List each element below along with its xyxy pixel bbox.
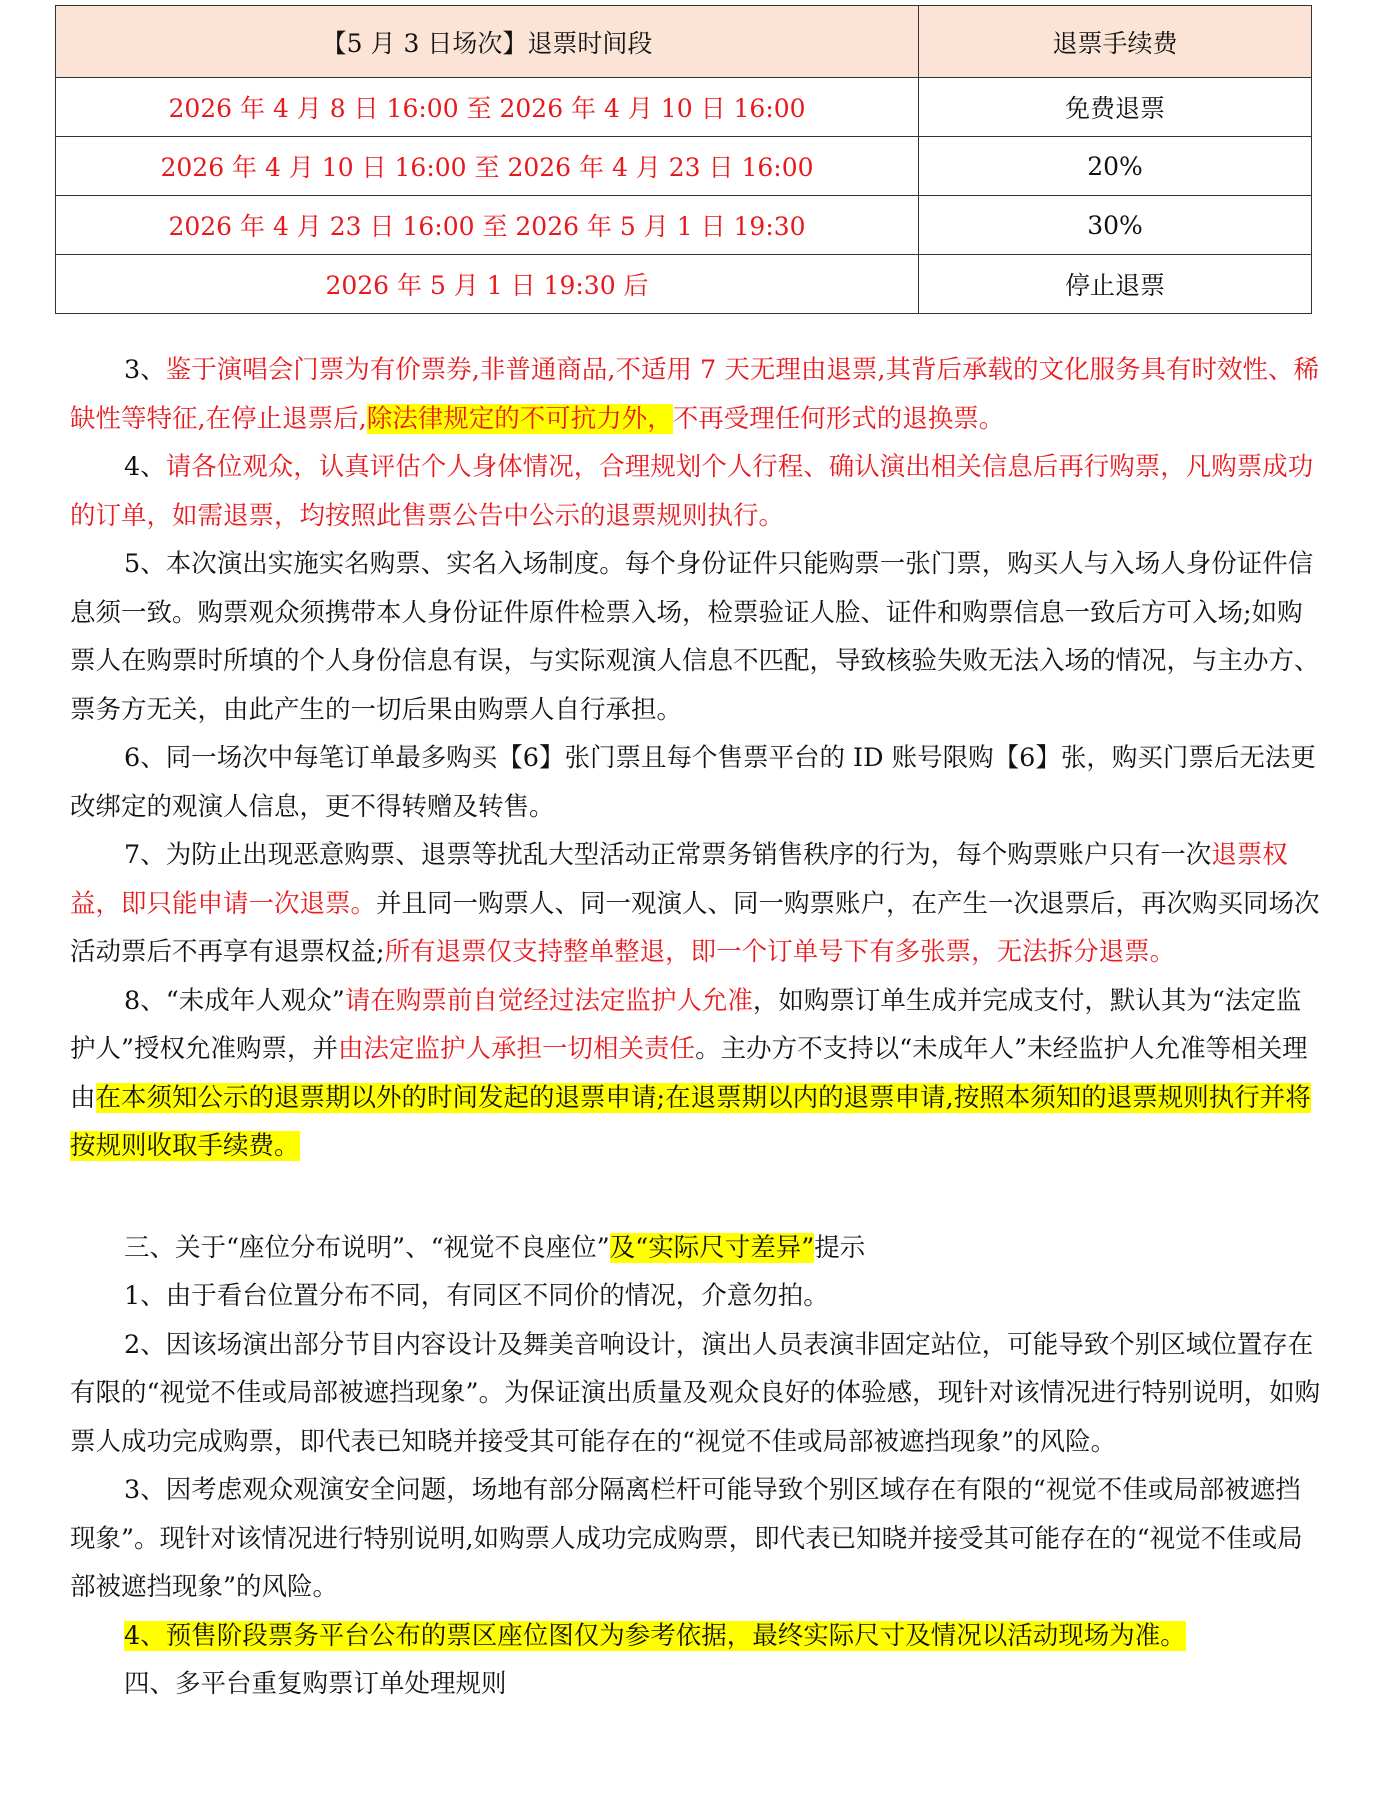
heading-text: 提示 xyxy=(814,1232,866,1263)
refund-fee-cell: 免费退票 xyxy=(919,78,1312,137)
header-refund-period: 【5 月 3 日场次】退票时间段 xyxy=(56,6,919,78)
paragraph-8 xyxy=(70,977,1326,1171)
refund-period-cell: 2026 年 5 月 1 日 19:30 后 xyxy=(56,255,919,314)
paragraph-number: 3、 xyxy=(124,355,166,385)
table-header-row xyxy=(56,6,1312,78)
header-refund-fee: 退票手续费 xyxy=(919,6,1312,78)
highlighted-text: 及“实际尺寸差异” xyxy=(609,1232,815,1263)
refund-period-cell: 2026 年 4 月 8 日 16:00 至 2026 年 4 月 10 日 16:00 xyxy=(56,78,919,137)
spacer xyxy=(70,1171,1326,1224)
section-3-item-2: 2、因该场演出部分节目内容设计及舞美音响设计，演出人员表演非固定站位，可能导致个别区域位置存在有限的“视觉不佳或局部被遮挡现象”。为保证演出质量及观众良好的体验感，现针对该情况进行特别说明，如购票人成功完成购票，即代表已知晓并接受其可能存在的“视觉不佳或局部被遮挡现象”的风险。 xyxy=(70,1329,1321,1457)
red-text: 由法定监护人承担一切相关责任 xyxy=(338,1034,696,1064)
red-text: 请在购票前自觉经过法定监护人允准 xyxy=(344,985,753,1016)
red-text: 所有退票仅支持整单整退，即一个订单号下有多张票，无法拆分退票。 xyxy=(384,937,1176,967)
paragraph-6: 6、同一场次中每笔订单最多购买【6】张门票且每个售票平台的 ID 账号限购【6】张，购买门票后无法更改绑定的观演人信息，更不得转赠及转售。 xyxy=(70,743,1316,822)
refund-fee-table xyxy=(55,5,1312,314)
highlighted-text: 除法律规定的不可抗力外， xyxy=(366,403,673,434)
red-text: 鉴于演唱会门票为有价票券,非普通商品,不适用 7 天无理由退票,其背后承载的文化服务具有时效性、稀缺性等特征,在停止退票后, xyxy=(70,355,1319,434)
table-row xyxy=(56,137,1312,196)
refund-fee-cell: 30% xyxy=(919,196,1312,255)
body-text: 8、“未成年人观众” xyxy=(124,985,345,1016)
section-3-item-3: 3、因考虑观众观演安全问题，场地有部分隔离栏杆可能导致个别区域存在有限的“视觉不佳或局部被遮挡现象”。现针对该情况进行特别说明,如购票人成功完成购票，即代表已知晓并接受其可能存在的“视觉不佳或局部被遮挡现象”的风险。 xyxy=(70,1475,1303,1602)
paragraph-number: 4、 xyxy=(124,452,166,482)
highlighted-text: 4、预售阶段票务平台公布的票区座位图仅为参考依据，最终实际尺寸及情况以活动现场为准。 xyxy=(124,1620,1186,1651)
highlighted-text: 在本须知公示的退票期以外的时间发起的退票申请;在退票期以内的退票申请,按照本须知的退票规则执行并将按规则收取手续费。 xyxy=(70,1082,1311,1161)
body-text: ，如购票订单生成并完成支付，默认其为“法定监护人”授权允准购票，并 xyxy=(70,985,1302,1064)
refund-period-cell: 2026 年 4 月 10 日 16:00 至 2026 年 4 月 23 日 16:00 xyxy=(56,137,919,196)
refund-fee-table-wrap xyxy=(55,5,1311,314)
paragraph-5: 5、本次演出实施实名购票、实名入场制度。每个身份证件只能购票一张门票，购买人与入场人身份证件信息须一致。购票观众须携带本人身份证件原件检票入场，检票验证人脸、证件和购票信息一致后方可入场;如购票人在购票时所填的个人身份信息有误，与实际观演人信息不匹配，导致核验失败无法入场的情况，与主办方、票务方无关，由此产生的一切后果由购票人自行承担。 xyxy=(70,549,1320,725)
red-text: 请各位观众，认真评估个人身体情况，合理规划个人行程、确认演出相关信息后再行购票，凡购票成功的订单，如需退票，均按照此售票公告中公示的退票规则执行。 xyxy=(70,452,1314,531)
notice-body xyxy=(70,346,1326,1709)
paragraph-4 xyxy=(70,443,1326,540)
heading-text: 三、关于“座位分布说明”、“视觉不良座位” xyxy=(124,1232,610,1263)
table-row xyxy=(56,78,1312,137)
body-text: 。主办方不支持以“未成年人”未经监护人允准等相关理由 xyxy=(70,1034,1308,1113)
refund-period-cell: 2026 年 4 月 23 日 16:00 至 2026 年 5 月 1 日 19:30 xyxy=(56,196,919,255)
table-row xyxy=(56,196,1312,255)
paragraph-3 xyxy=(70,346,1326,443)
red-text: 不再受理任何形式的退换票。 xyxy=(672,403,1005,434)
section-3-heading xyxy=(70,1224,1326,1273)
red-text: 退票权益，即只能申请一次退票。 xyxy=(70,840,1288,919)
refund-fee-cell: 停止退票 xyxy=(919,255,1312,314)
body-text: 7、为防止出现恶意购票、退票等扰乱大型活动正常票务销售秩序的行为，每个购票账户只有一次 xyxy=(124,840,1212,870)
section-3-item-4 xyxy=(70,1612,1326,1661)
refund-fee-cell: 20% xyxy=(919,137,1312,196)
section-4-heading: 四、多平台重复购票订单处理规则 xyxy=(124,1669,507,1699)
paragraph-7 xyxy=(70,831,1326,977)
body-text: 并且同一购票人、同一观演人、同一购票账户，在产生一次退票后，再次购买同场次活动票后不再享有退票权益; xyxy=(70,888,1320,967)
section-3-item-1: 1、由于看台位置分布不同，有同区不同价的情况，介意勿拍。 xyxy=(124,1281,829,1311)
table-row xyxy=(56,255,1312,314)
